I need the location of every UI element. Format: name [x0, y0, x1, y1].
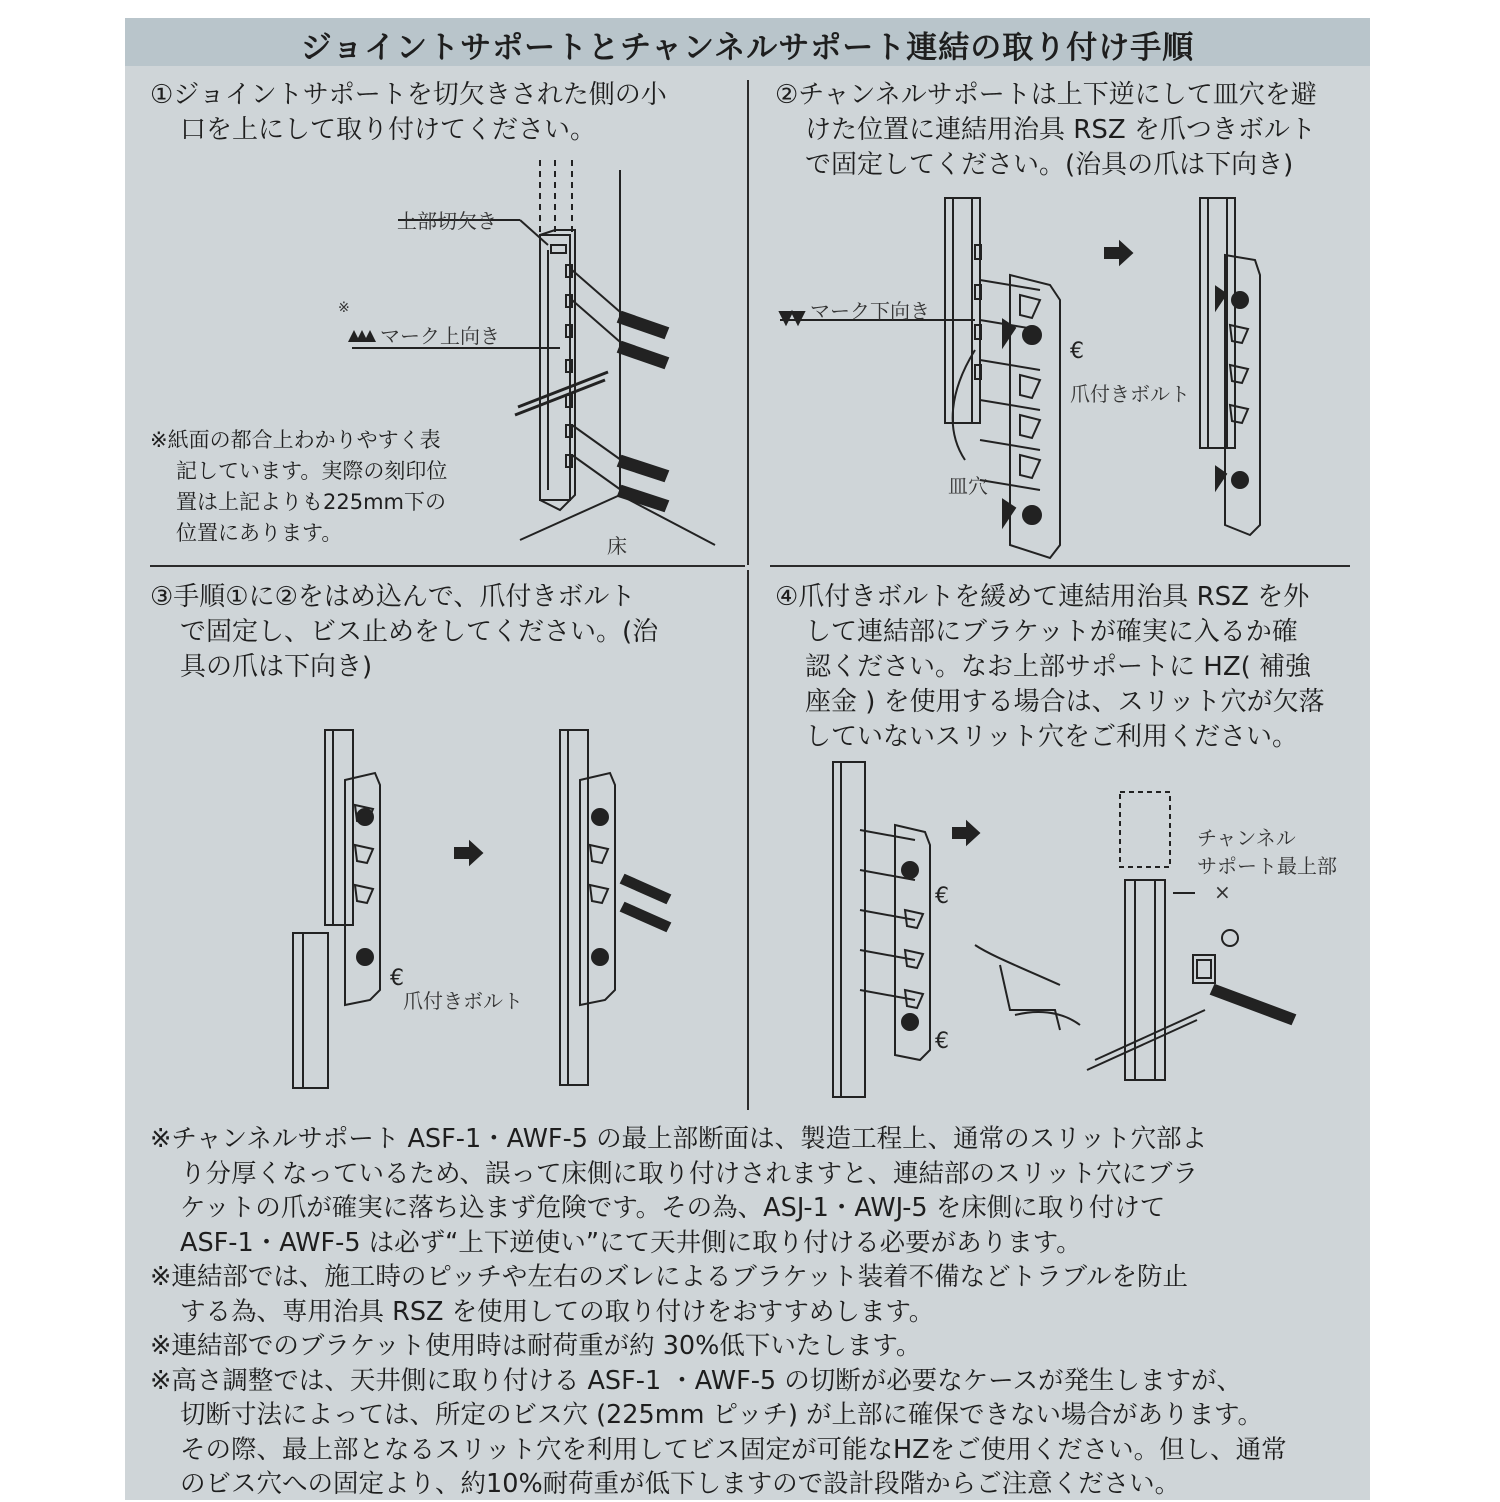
svg-text:€: € — [935, 1029, 949, 1054]
step-2-line: けた位置に連結用治具 RSZ を爪つきボルト — [805, 115, 1316, 145]
svg-text:€: € — [390, 966, 404, 991]
ng-mark: × — [1214, 880, 1231, 904]
notes-line: ASF-1・AWF-5 は必ず“上下逆使い”にて天井側に取り付ける必要があります。 — [180, 1227, 1082, 1258]
notes-line: ※連結部では、施工時のピッチや左右のズレによるブラケット装着不備などトラブルを防止 — [150, 1262, 1189, 1292]
step-1-line: ①ジョイントサポートを切欠きされた側の小 — [150, 80, 667, 110]
step-2-illustration — [770, 190, 1270, 560]
notes-line: その際、最上部となるスリット穴を利用してビス固定が可能なHZをご使用ください。但し、通常 — [180, 1434, 1287, 1465]
step-3-line: 具の爪は下向き) — [180, 652, 373, 682]
step-1-note — [150, 425, 447, 549]
panel-divider-vertical-top — [747, 80, 749, 565]
channel-top-label-2: サポート最上部 — [1197, 854, 1337, 878]
step-3-text — [150, 580, 658, 685]
step-3-line: で固定し、ビス止めをしてください。(治 — [180, 617, 659, 647]
notes-line: ※連結部でのブラケット使用時は耐荷重が約 30%低下いたします。 — [150, 1331, 922, 1361]
notes-line: のビス穴への固定より、約10%耐荷重が低下しますので設計段階からご注意ください。 — [180, 1469, 1181, 1499]
bolt-label-step3: 爪付きボルト — [403, 989, 523, 1013]
page-title: ジョイントサポートとチャンネルサポート連結の取り付け手順 — [300, 30, 1195, 66]
note-line: ※紙面の都合上わかりやすく表 — [150, 428, 441, 452]
step-4-line: 認ください。なお上部サポートに HZ( 補強 — [805, 652, 1312, 682]
panel-divider-horizontal-left — [150, 565, 745, 567]
mark-up-label: マーク上向き — [380, 324, 500, 348]
mark-down-label: マーク下向き — [810, 299, 930, 323]
step-2-line: ②チャンネルサポートは上下逆にして皿穴を避 — [775, 80, 1317, 110]
step-1-text — [150, 78, 667, 148]
step-2-text — [775, 78, 1317, 183]
countersink-label: 皿穴 — [948, 474, 988, 498]
note-line: 記しています。実際の刻印位 — [176, 459, 448, 483]
floor-label: 床 — [607, 534, 627, 558]
panel-divider-horizontal-right — [770, 565, 1350, 567]
notch-label: 上部切欠き — [397, 209, 497, 233]
notes-line: り分厚くなっているため、誤って床側に取り付けされますと、連結部のスリット穴にブラ — [180, 1158, 1198, 1189]
step-4-line: して連結部にブラケットが確実に入るか確 — [805, 617, 1298, 647]
notes-line: 切断寸法によっては、所定のビス穴 (225mm ピッチ) が上部に確保できない場合があります。 — [180, 1400, 1264, 1430]
panel-divider-vertical-bottom — [747, 570, 749, 1110]
step-4-illustration — [825, 760, 1345, 1100]
step-3-line: ③手順①に②をはめ込んで、爪付きボルト — [150, 582, 636, 612]
svg-text:€: € — [1070, 339, 1084, 364]
notes-line: する為、専用治具 RSZ を使用しての取り付けをおすすめします。 — [180, 1296, 935, 1327]
note-line: 置は上記よりも225mm下の — [176, 490, 446, 514]
step-4-line: していないスリット穴をご利用ください。 — [805, 722, 1298, 752]
step-4-text — [775, 580, 1325, 755]
notes-line: ケットの爪が確実に落ち込まず危険です。その為、ASJ-1・AWJ-5 を床側に取り付けて — [180, 1193, 1166, 1223]
step-4-line: ④爪付きボルトを緩めて連結用治具 RSZ を外 — [775, 582, 1310, 612]
notes-line: ※チャンネルサポート ASF-1・AWF-5 の最上部断面は、製造工程上、通常のスリット穴部よ — [150, 1124, 1208, 1154]
bolt-label: 爪付きボルト — [1070, 382, 1190, 406]
step-1-line: 口を上にして取り付けてください。 — [180, 115, 597, 145]
svg-text:€: € — [935, 884, 949, 909]
step-2-line: で固定してください。(治具の爪は下向き) — [805, 150, 1294, 180]
bottom-notes — [150, 1122, 1355, 1502]
step-3-illustration — [285, 725, 665, 1095]
asterisk-label: ※ — [338, 300, 350, 316]
step-4-line: 座金 ) を使用する場合は、スリット穴が欠落 — [805, 687, 1325, 717]
note-line: 位置にあります。 — [176, 521, 343, 545]
notes-line: ※高さ調整では、天井側に取り付ける ASF-1 ・AWF-5 の切断が必要なケースが発生しますが、 — [150, 1365, 1242, 1396]
channel-top-label-1: チャンネル — [1197, 826, 1296, 850]
